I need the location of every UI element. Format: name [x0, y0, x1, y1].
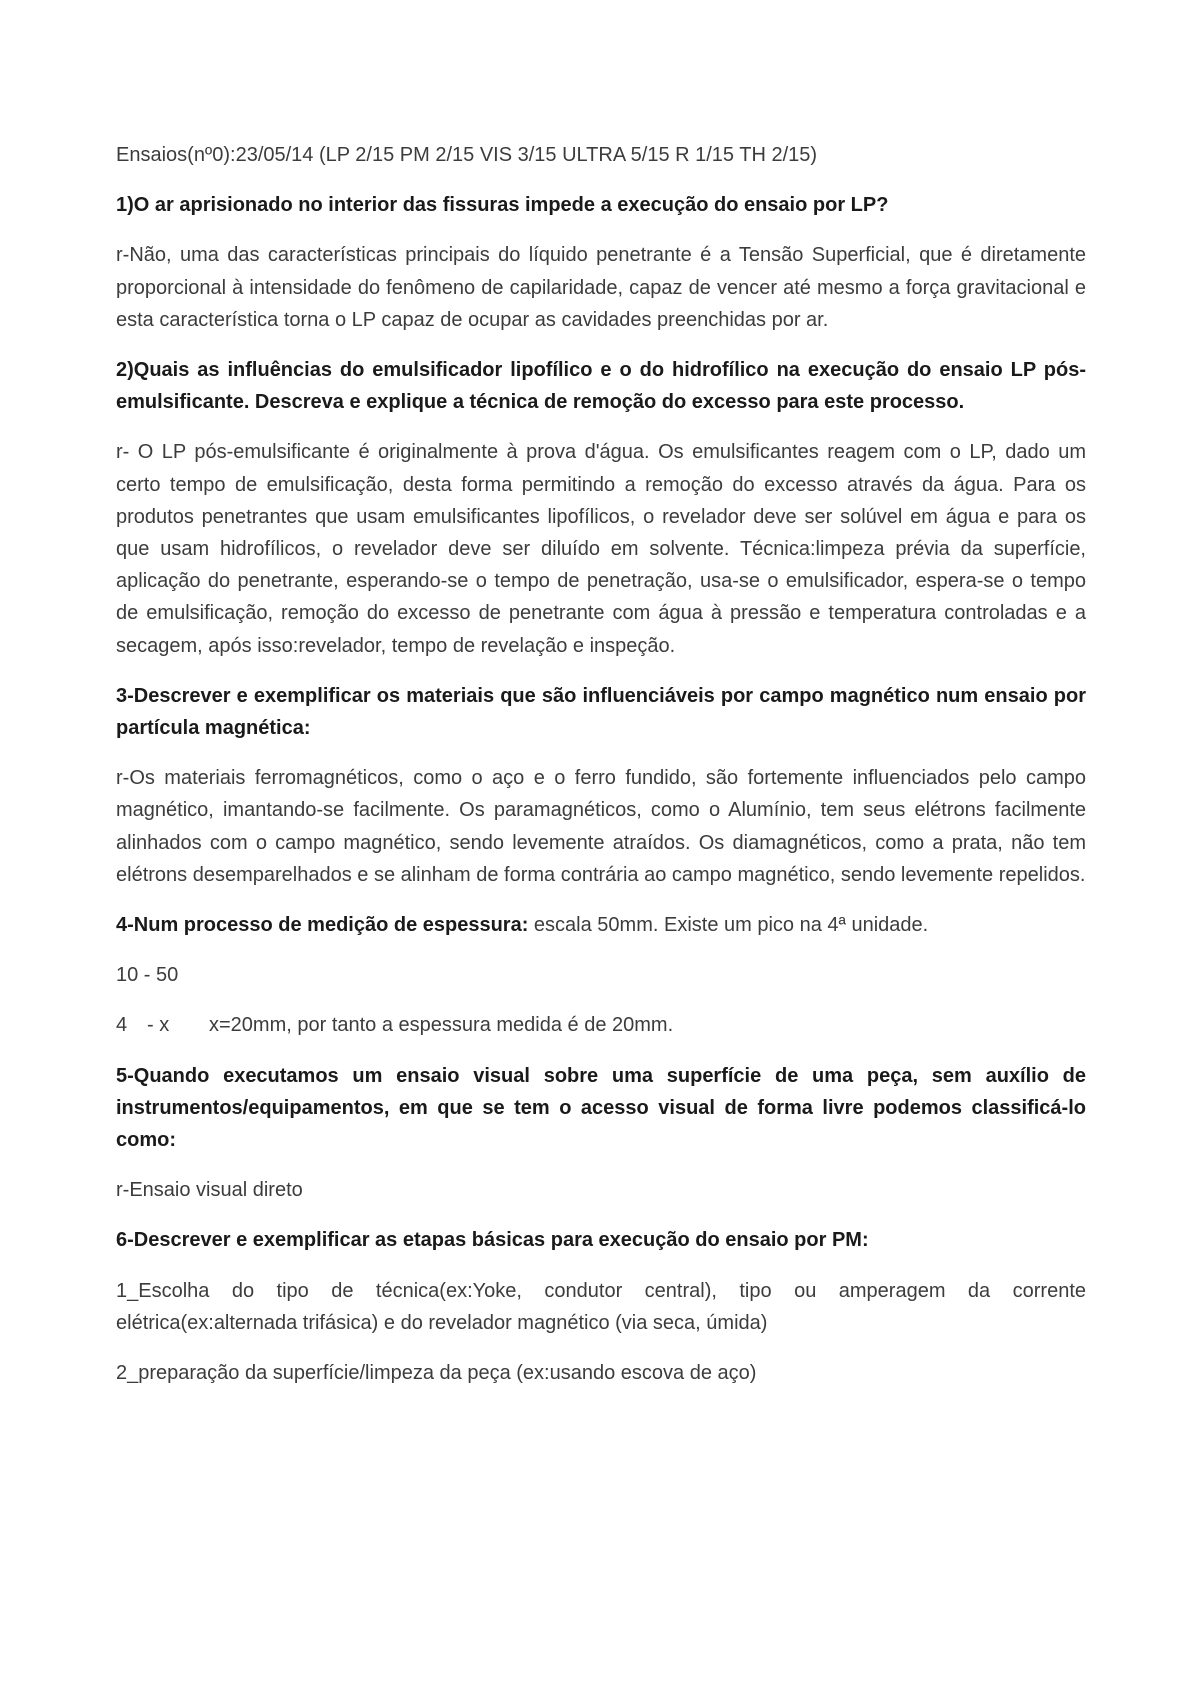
calculation-value: 4: [116, 1014, 128, 1037]
document-page: [116, 139, 1086, 1407]
question-1: 1)O ar aprisionado no interior das fissuras impede a execução do ensaio por LP?: [116, 194, 889, 217]
answer-6-step-1: 1_Escolha do tipo de técnica(ex:Yoke, condutor central), tipo ou amperagem da corrente elétrica(ex:alternada trifásica) e do revelador magnético (via seca, úmida): [116, 1279, 1086, 1334]
question-4-label: 4-Num processo de medição de espessura:: [116, 914, 529, 937]
answer-6-step-2: 2_preparação da superfície/limpeza da peça (ex:usando escova de aço): [116, 1362, 757, 1385]
answer-1: r-Não, uma das características principais do líquido penetrante é a Tensão Superficial, que é diretamente proporcional à intensidade do fenômeno de capilaridade, capaz de vencer até mesmo a força gravitacional e esta característica torna o LP capaz de ocupar as cavidades preenchidas por ar.: [116, 244, 1086, 331]
calculation-result: x=20mm, por tanto a espessura medida é de 20mm.: [209, 1014, 674, 1037]
calculation-line-1: 10 - 50: [116, 964, 179, 987]
calculation-unknown: - x: [147, 1014, 170, 1037]
question-4-text: escala 50mm. Existe um pico na 4ª unidade.: [528, 914, 929, 937]
question-5: 5-Quando executamos um ensaio visual sobre uma superfície de uma peça, sem auxílio de instrumentos/equipamentos, em que se tem o acesso visual de forma livre podemos classificá-lo como:: [116, 1064, 1086, 1152]
answer-2: r- O LP pós-emulsificante é originalmente à prova d'água. Os emulsificantes reagem com o LP, dado um certo tempo de emulsificação, desta forma permitindo a remoção do excesso através da água. Para os produtos penetrantes que usam emulsificantes lipofílicos, o revelador deve ser solúvel em água e para os que usam hidrofílicos, o revelador deve ser diluído em solvente. Técnica:limpeza prévia da superfície, aplicação do penetrante, esperando-se o tempo de penetração, usa-se o emulsificador, espera-se o tempo de emulsificação, remoção do excesso de penetrante com água à pressão e temperatura controladas e a secagem, após isso:revelador, tempo de revelação e inspeção.: [116, 441, 1086, 657]
answer-5: r-Ensaio visual direto: [116, 1179, 303, 1202]
question-2: 2)Quais as influências do emulsificador lipofílico e o do hidrofílico na execução do ensaio LP pós-emulsificante. Descreva e explique a técnica de remoção do excesso para este processo.: [116, 359, 1086, 414]
calculation-line-2: [116, 1009, 1086, 1041]
question-3: 3-Descrever e exemplificar os materiais que são influenciáveis por campo magnético num ensaio por partícula magnética:: [116, 684, 1086, 740]
answer-3: r-Os materiais ferromagnéticos, como o aço e o ferro fundido, são fortemente influenciados pelo campo magnético, imantando-se facilmente. Os paramagnéticos, como o Alumínio, tem seus elétrons facilmente alinhados com o campo magnético, sendo levemente atraídos. Os diamagnéticos, como a prata, não tem elétrons desemparelhados e se alinham de forma contrária ao campo magnético, sendo levemente repelidos.: [116, 767, 1086, 886]
question-6: 6-Descrever e exemplificar as etapas básicas para execução do ensaio por PM:: [116, 1229, 869, 1252]
document-header: Ensaios(nº0):23/05/14 (LP 2/15 PM 2/15 VIS 3/15 ULTRA 5/15 R 1/15 TH 2/15): [116, 144, 818, 166]
question-4: [116, 909, 1086, 941]
